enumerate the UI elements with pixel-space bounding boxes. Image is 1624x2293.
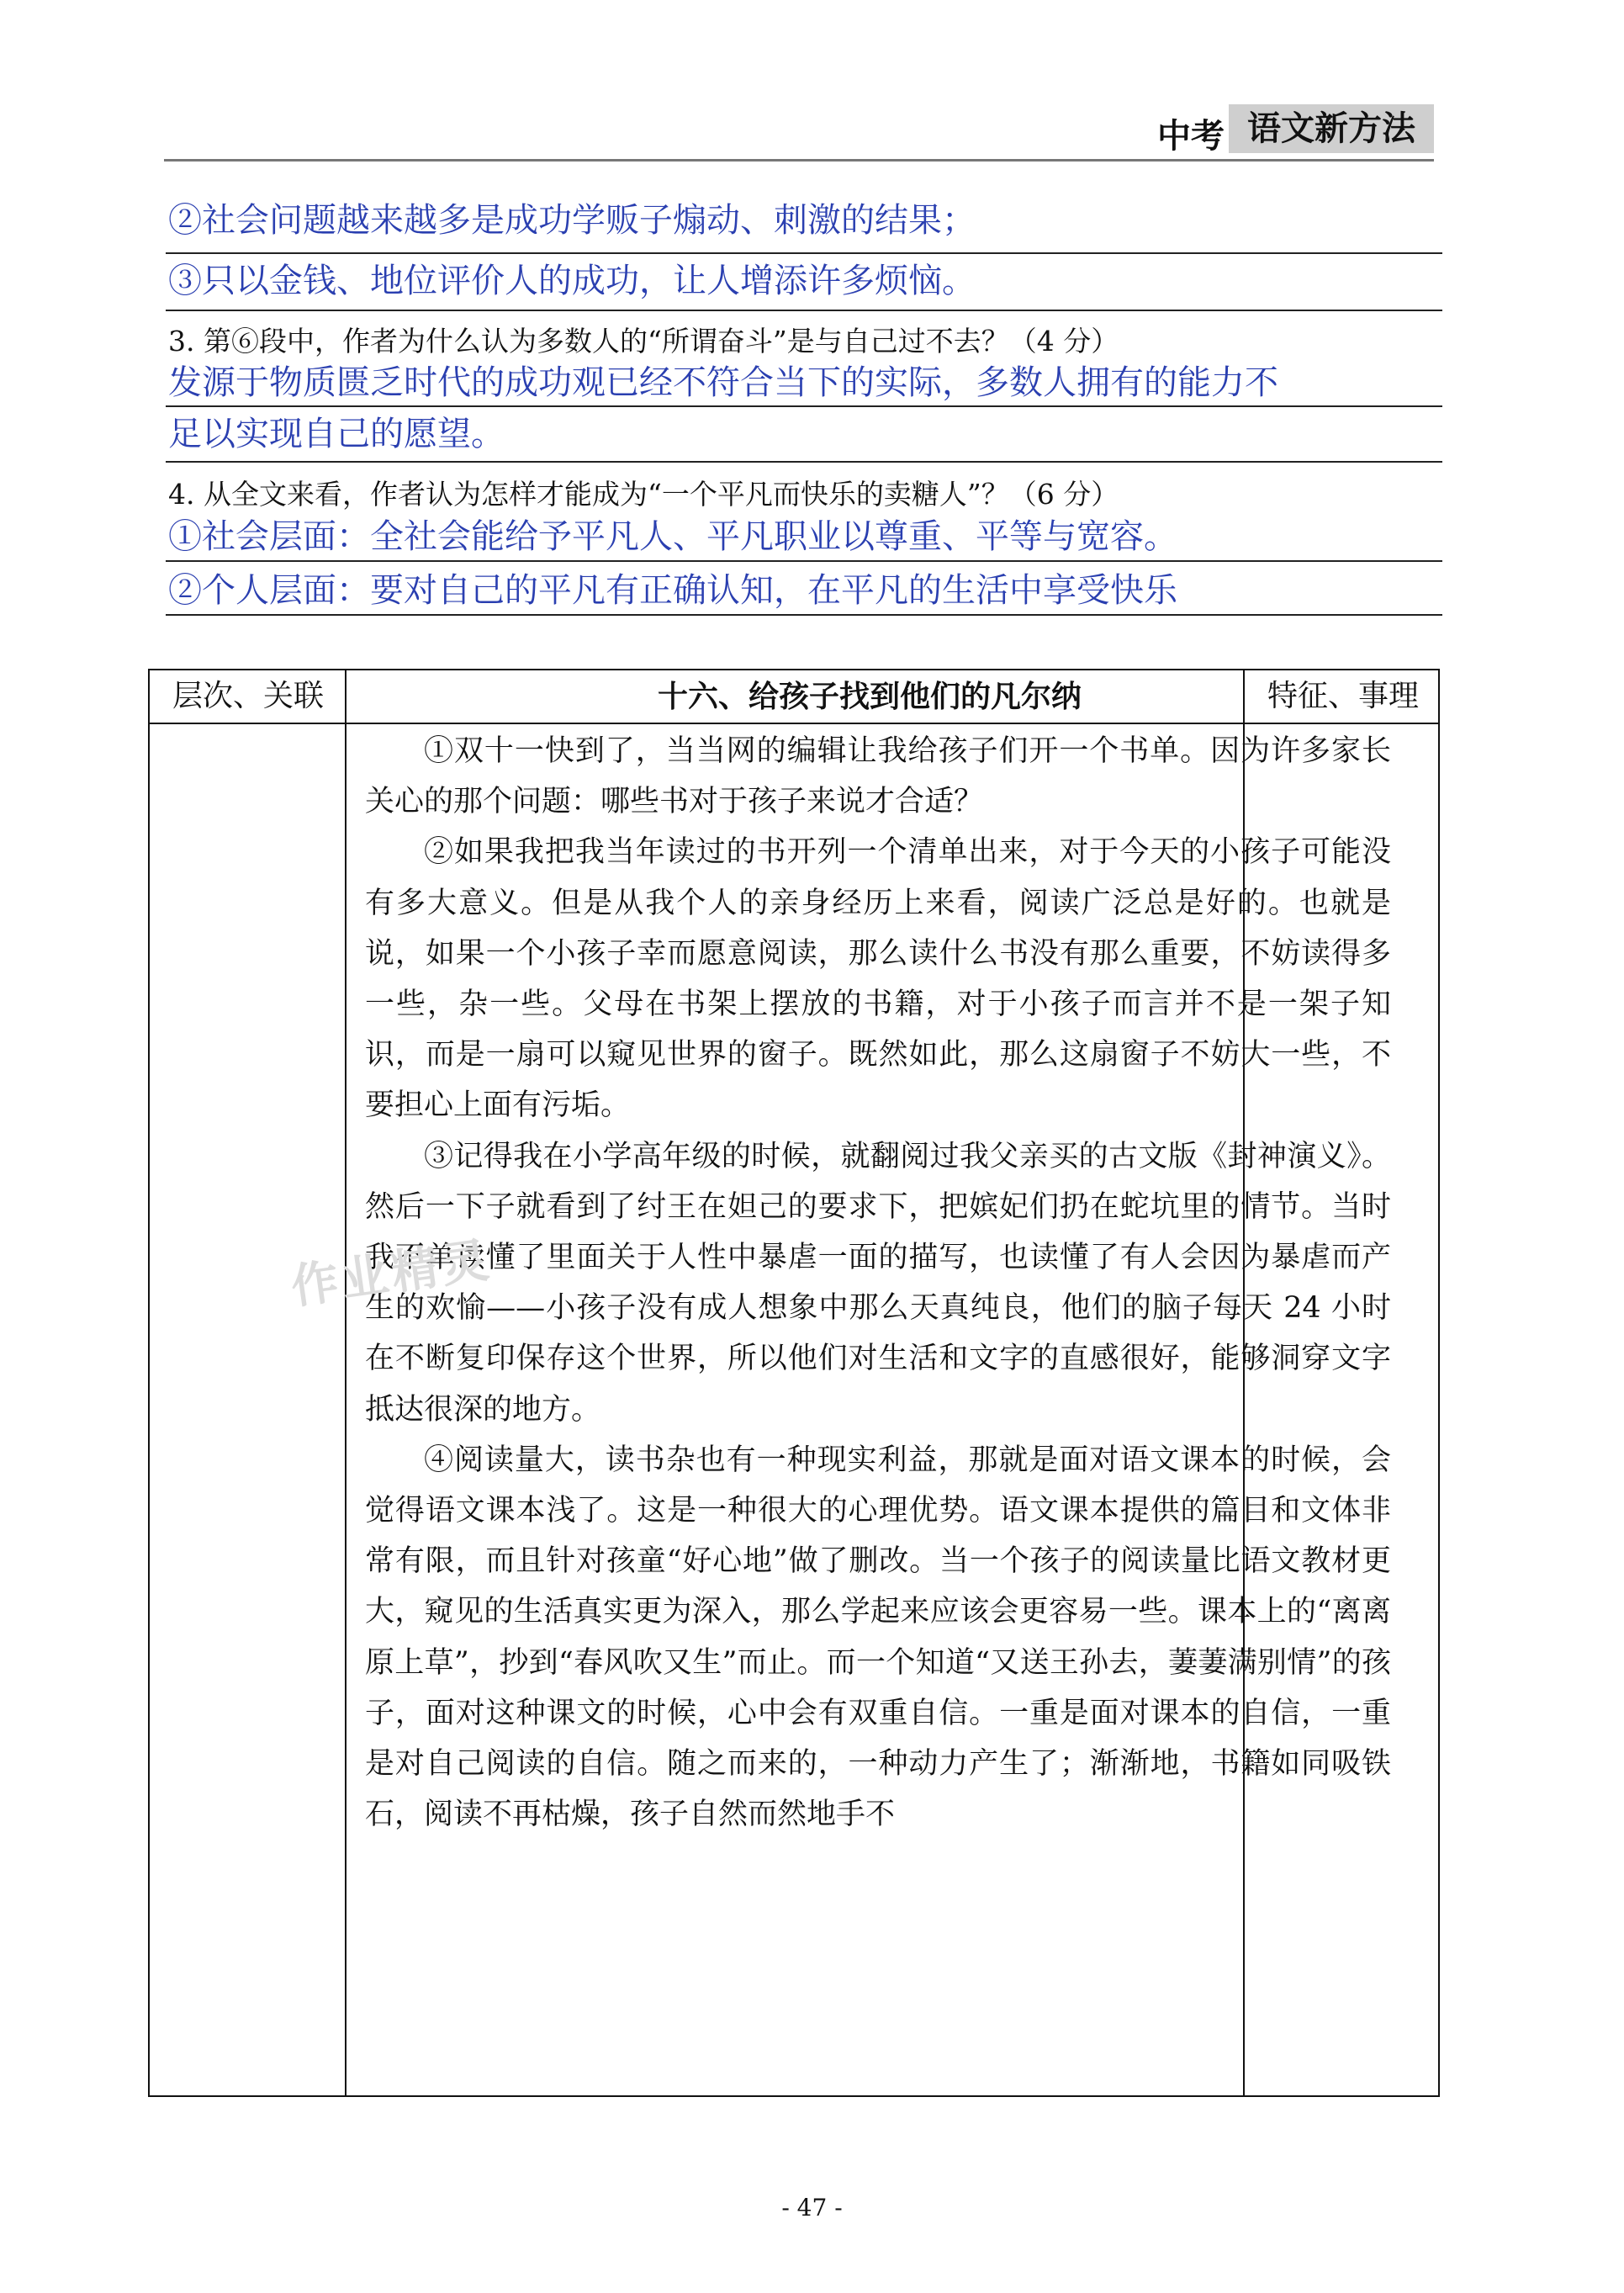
question-4-prompt: 4. 从全文来看，作者认为怎样才能成为“一个平凡而快乐的卖糖人”？（6 分） bbox=[168, 478, 1119, 511]
header-rule bbox=[164, 159, 1434, 162]
answer-underline bbox=[166, 310, 1442, 311]
answer-q4-line2: ②个人层面：要对自己的平凡有正确认知，在平凡的生活中享受快乐 bbox=[168, 571, 1177, 610]
passage-title: 十六、给孩子找到他们的凡尔纳 bbox=[657, 679, 1082, 714]
passage-paragraph: ②如果我把我当年读过的书开列一个清单出来，对于今天的小孩子可能没有多大意义。但是从我个人的亲身经历上来看，阅读广泛总是好的。也就是说，如果一个小孩子幸而愿意阅读，那么读什么书没有那么重要，不妨读得多一些，杂一些。父母在书架上摆放的书籍，对于小孩子而言并不是一架子知识，而是一扇可以窥见世界的窗子。既然如此，那么这扇窗子不妨大一些，不要担心上面有污垢。 bbox=[365, 835, 1391, 1123]
answer-q3-line1: 发源于物质匮乏时代的成功观已经不符合当下的实际，多数人拥有的能力不 bbox=[168, 363, 1278, 402]
header-row-divider bbox=[150, 723, 1438, 724]
column-header-left: 层次、关联 bbox=[172, 679, 324, 713]
answer-underline bbox=[166, 560, 1442, 562]
page-header bbox=[0, 101, 1624, 164]
answer-underline bbox=[166, 461, 1442, 463]
passage-table bbox=[148, 669, 1440, 2097]
passage-paragraph: ①双十一快到了，当当网的编辑让我给孩子们开一个书单。因为许多家长关心的那个问题：哪些书对于孩子来说才合适？ bbox=[365, 734, 1391, 819]
answer-q4-line1: ①社会层面：全社会能给予平凡人、平凡职业以尊重、平等与宽容。 bbox=[168, 517, 1177, 556]
book-title: 语文新方法 bbox=[1229, 104, 1434, 153]
column-divider bbox=[345, 670, 346, 2095]
passage-body bbox=[365, 726, 1391, 1840]
page-number: - 47 - bbox=[781, 2194, 843, 2222]
question-3-prompt: 3. 第⑥段中，作者为什么认为多数人的“所谓奋斗”是与自己过不去？（4 分） bbox=[168, 325, 1119, 357]
answer-q2-line2: ②社会问题越来越多是成功学贩子煽动、刺激的结果； bbox=[168, 201, 976, 240]
exam-label: 中考 bbox=[1157, 116, 1225, 156]
answer-q2-line3: ③只以金钱、地位评价人的成功，让人增添许多烦恼。 bbox=[168, 262, 976, 300]
answer-q3-line2: 足以实现自己的愿望。 bbox=[168, 415, 505, 453]
column-header-right: 特征、事理 bbox=[1267, 679, 1419, 713]
passage-paragraph: ④阅读量大，读书杂也有一种现实利益，那就是面对语文课本的时候，会觉得语文课本浅了。这是一种很大的心理优势。语文课本提供的篇目和文体非常有限，而且针对孩童“好心地”做了删改。当一个孩子的阅读量比语文教材更大，窥见的生活真实更为深入，那么学起来应该会更容易一些。课本上的“离离原上草”，抄到“春风吹又生”而止。而一个知道“又送王孙去，萋萋满别情”的孩子，面对这种课文的时候，心中会有双重自信。一重是面对课本的自信，一重是对自己阅读的自信。随之而来的，一种动力产生了；渐渐地，书籍如同吸铁石，阅读不再枯燥，孩子自然而然地手不 bbox=[365, 1443, 1391, 1832]
answer-underline bbox=[166, 614, 1442, 616]
watermark: 作业精灵 bbox=[288, 1231, 495, 1316]
passage-paragraph: ③记得我在小学高年级的时候，就翻阅过我父亲买的古文版《封神演义》。然后一下子就看到了纣王在妲己的要求下，把嫔妃们扔在蛇坑里的情节。当时我不单读懂了里面关于人性中暴虐一面的描写，也读懂了有人会因为暴虐而产生的欢愉——小孩子没有成人想象中那么天真纯良，他们的脑子每天 24 小时在不断复印保存这个世界，所以他们对生活和文字的直感很好，能够洞穿文字抵达很深的地方。 bbox=[365, 1139, 1391, 1427]
